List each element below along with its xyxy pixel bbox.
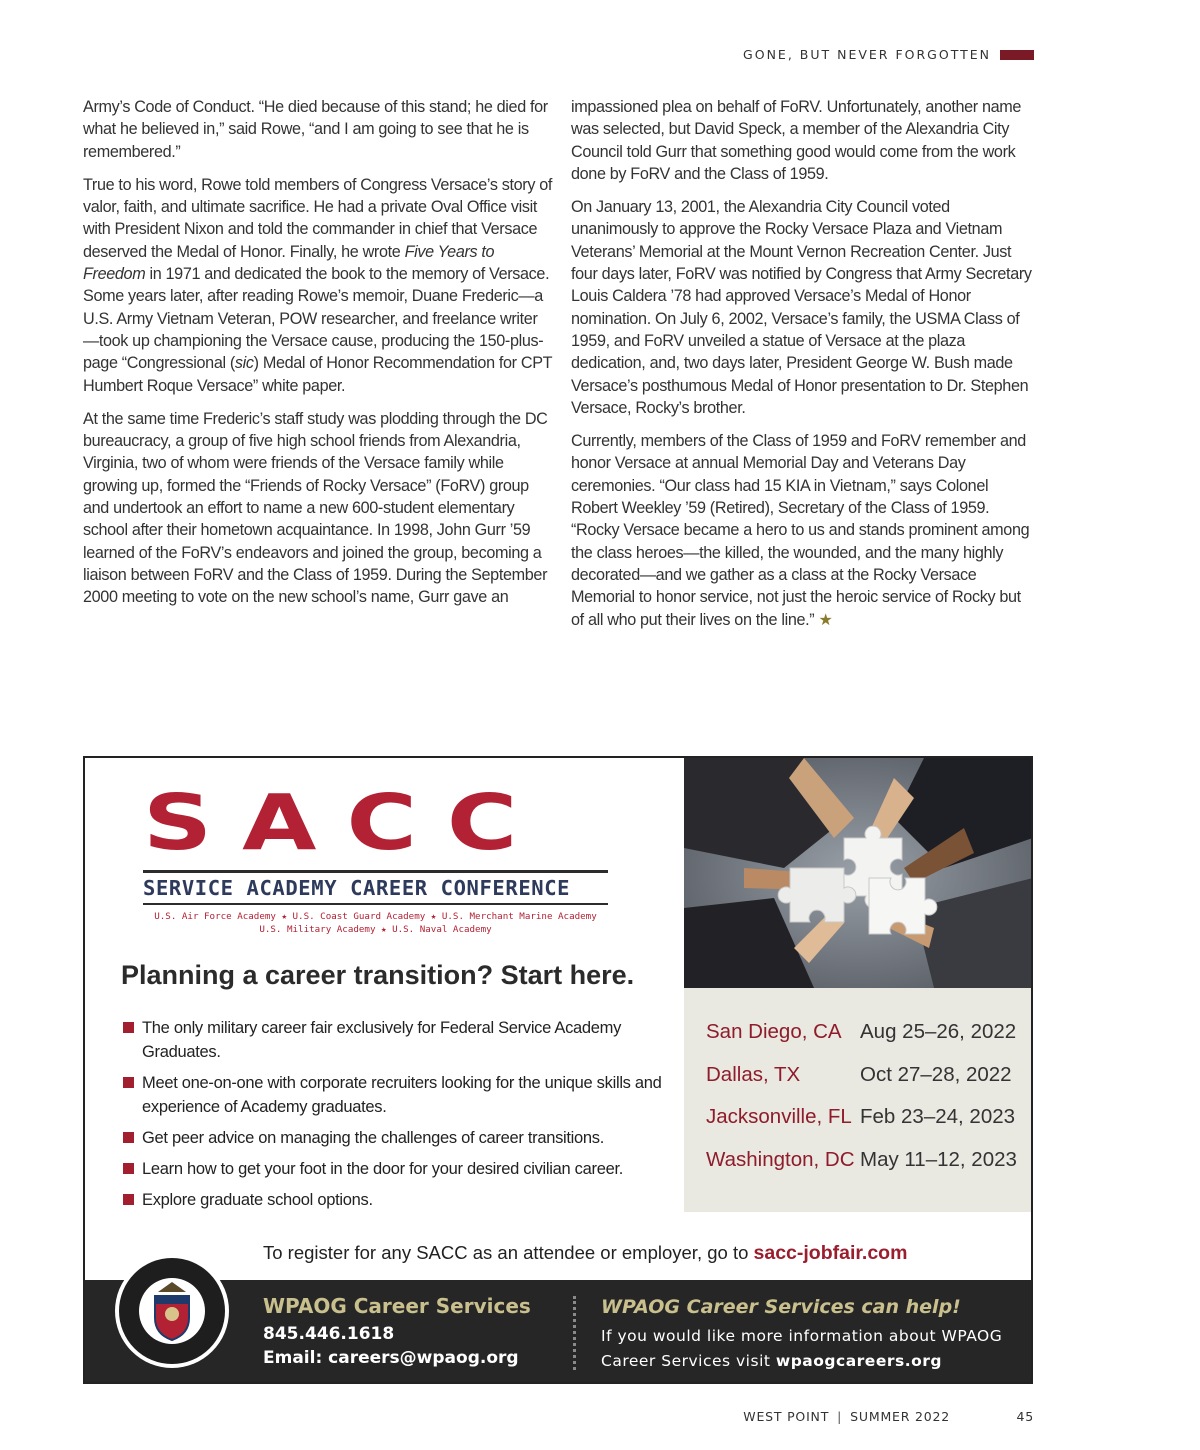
sacc-logo bbox=[143, 777, 608, 936]
academies-list: U.S. Air Force Academy ★ U.S. Coast Guard Academy ★ U.S. Merchant Marine Academy U.S. Military Academy ★ U.S. Naval Academy bbox=[154, 911, 597, 935]
dotted-divider bbox=[573, 1296, 576, 1370]
phone-number[interactable]: 845.446.1618 bbox=[263, 1324, 395, 1344]
help-title: WPAOG Career Services can help! bbox=[601, 1296, 961, 1318]
event-dates: May 11–12, 2023 bbox=[860, 1148, 1017, 1171]
bullet-square-icon bbox=[123, 1022, 134, 1033]
list-item: The only military career fair exclusively for Federal Service Academy Graduates. bbox=[123, 1016, 663, 1064]
event-city: Washington, DC bbox=[706, 1148, 855, 1171]
paragraph: impassioned plea on behalf of FoRV. Unfortunately, another name was selected, but David Speck, a member of the Alexandria City Council told Gurr that something good would come from the work done by FoRV and the Class of 1959. bbox=[571, 98, 1022, 183]
event-city: San Diego, CA bbox=[706, 1020, 842, 1043]
list-item: Learn how to get your foot in the door for your desired civilian career. bbox=[123, 1157, 663, 1181]
list-item: Meet one-on-one with corporate recruiters looking for the unique skills and experience of Academy graduates. bbox=[123, 1071, 663, 1119]
event-city: Dallas, TX bbox=[706, 1063, 801, 1086]
page-number: 45 bbox=[1016, 1409, 1034, 1424]
event-dates: Aug 25–26, 2022 bbox=[860, 1020, 1017, 1043]
section-header bbox=[743, 47, 1034, 62]
sacc-advertisement bbox=[83, 756, 1033, 1384]
sacc-jobfair-link[interactable]: sacc-jobfair.com bbox=[753, 1242, 908, 1264]
paragraph: True to his word, Rowe told members of Congress Versace’s story of valor, faith, and ultimate sacrifice. He had a private Oval Office visit with President Nixon and told the commander in chief that Versace deserved the Medal of Honor. Finally, he wrote Five Years to Freedom in 1971 and dedicated the book to the memory of Versace. Some years later, after reading Rowe’s memoir, Duane Frederic—a U.S. Army Vietnam Veteran, POW researcher, and freelance writer—took up championing the Versace cause, producing the 150-plus-page “Congressional (sic) Medal of Honor Recommendation for CPT Humbert Roque Versace” white paper. bbox=[83, 175, 553, 395]
benefits-list bbox=[123, 1016, 663, 1219]
wpaogcareers-link[interactable]: wpaogcareers.org bbox=[775, 1352, 942, 1370]
paragraph: On January 13, 2001, the Alexandria City Council voted unanimously to approve the Rocky Versace Plaza and Vietnam Veterans’ Memorial at the Mount Vernon Recreation Center. Just four days later, FoRV was notified by Congress that Army Secretary Louis Caldera ’78 had approved Versace’s Medal of Honor nomination. On July 6, 2002, Versace’s family, the USMA Class of 1959, and FoRV unveiled a statue of Versace at the plaza dedication, and, two days later, President George W. Bush made Versace’s posthumous Medal of Honor presentation to Dr. Stephen Versace, Rocky’s brother. bbox=[571, 198, 1032, 417]
article-column-right bbox=[571, 96, 1035, 642]
puzzle-hands-photo bbox=[684, 758, 1033, 988]
sacc-subtitle: SERVICE ACADEMY CAREER CONFERENCE bbox=[143, 876, 571, 900]
bullet-square-icon bbox=[123, 1163, 134, 1174]
sic-note: sic bbox=[234, 354, 254, 373]
paragraph: Army’s Code of Conduct. “He died because of this stand; he died for what he believed in,” said Rowe, “and I am going to see that he is remembered.” bbox=[83, 98, 548, 161]
bullet-square-icon bbox=[123, 1194, 134, 1205]
wpaog-footer bbox=[85, 1280, 1033, 1384]
event-dates: Feb 23–24, 2023 bbox=[860, 1105, 1016, 1128]
issue-label: SUMMER 2022 bbox=[850, 1409, 950, 1424]
career-services-contact bbox=[263, 1294, 531, 1372]
career-services-help bbox=[601, 1296, 1011, 1374]
paragraph: Currently, members of the Class of 1959 and FoRV remember and honor Versace at annual Memorial Day and Veterans Day ceremonies. “Our class had 15 KIA in Vietnam,” says Colonel Robert Weekley ’59 (Retired), Secretary of the Class of 1959. “Rocky Versace became a hero to us and stands prominent among the class heroes—the killed, the wounded, and the many highly decorated—and we gather as a class at the Rocky Versace Memorial to honor service, not just the heroic service of Rocky but of all who put their lives on the line.” ★ bbox=[571, 432, 1030, 629]
wpaog-seal-icon bbox=[113, 1252, 231, 1370]
event-row bbox=[706, 1148, 1017, 1172]
event-row bbox=[706, 1105, 1015, 1129]
ad-headline: Planning a career transition? Start here. bbox=[121, 960, 635, 990]
section-title: GONE, BUT NEVER FORGOTTEN bbox=[743, 47, 991, 62]
event-schedule bbox=[684, 988, 1033, 1212]
event-row bbox=[706, 1063, 1012, 1087]
header-accent-bar bbox=[1000, 50, 1034, 60]
event-dates: Oct 27–28, 2022 bbox=[860, 1063, 1012, 1086]
page-footer bbox=[743, 1409, 950, 1424]
list-item: Get peer advice on managing the challenges of career transitions. bbox=[123, 1126, 663, 1150]
bullet-square-icon bbox=[123, 1077, 134, 1088]
publication-name: WEST POINT bbox=[743, 1409, 830, 1424]
footer-separator: | bbox=[837, 1409, 843, 1424]
sacc-wordmark: SACC bbox=[143, 777, 548, 868]
career-services-title: WPAOG Career Services bbox=[263, 1294, 531, 1318]
list-item: Explore graduate school options. bbox=[123, 1188, 663, 1212]
email-address[interactable]: Email: careers@wpaog.org bbox=[263, 1348, 519, 1368]
end-star-icon: ★ bbox=[818, 610, 833, 629]
book-title: Five Years to Freedom bbox=[83, 242, 495, 284]
event-row bbox=[706, 1020, 1016, 1044]
event-city: Jacksonville, FL bbox=[706, 1105, 852, 1128]
paragraph: At the same time Frederic’s staff study was plodding through the DC bureaucracy, a group of five high school friends from Alexandria, Virginia, two of whom were friends of the Versace family while growing up, formed the “Friends of Rocky Versace” (FoRV) group and undertook an effort to name a new 600-student elementary school after their hometown acquaintance. In 1998, John Gurr ’59 learned of the FoRV’s endeavors and joined the group, becoming a liaison between FoRV and the Class of 1959. During the September 2000 meeting to vote on the new school’s name, Gurr gave an bbox=[83, 409, 548, 607]
article-column-left bbox=[83, 96, 553, 620]
register-callout: To register for any SACC as an attendee or employer, go to sacc-jobfair.com bbox=[263, 1242, 908, 1264]
help-text: If you would like more information about WPAOG Career Services visit wpaogcareers.org bbox=[601, 1327, 1003, 1370]
bullet-square-icon bbox=[123, 1132, 134, 1143]
